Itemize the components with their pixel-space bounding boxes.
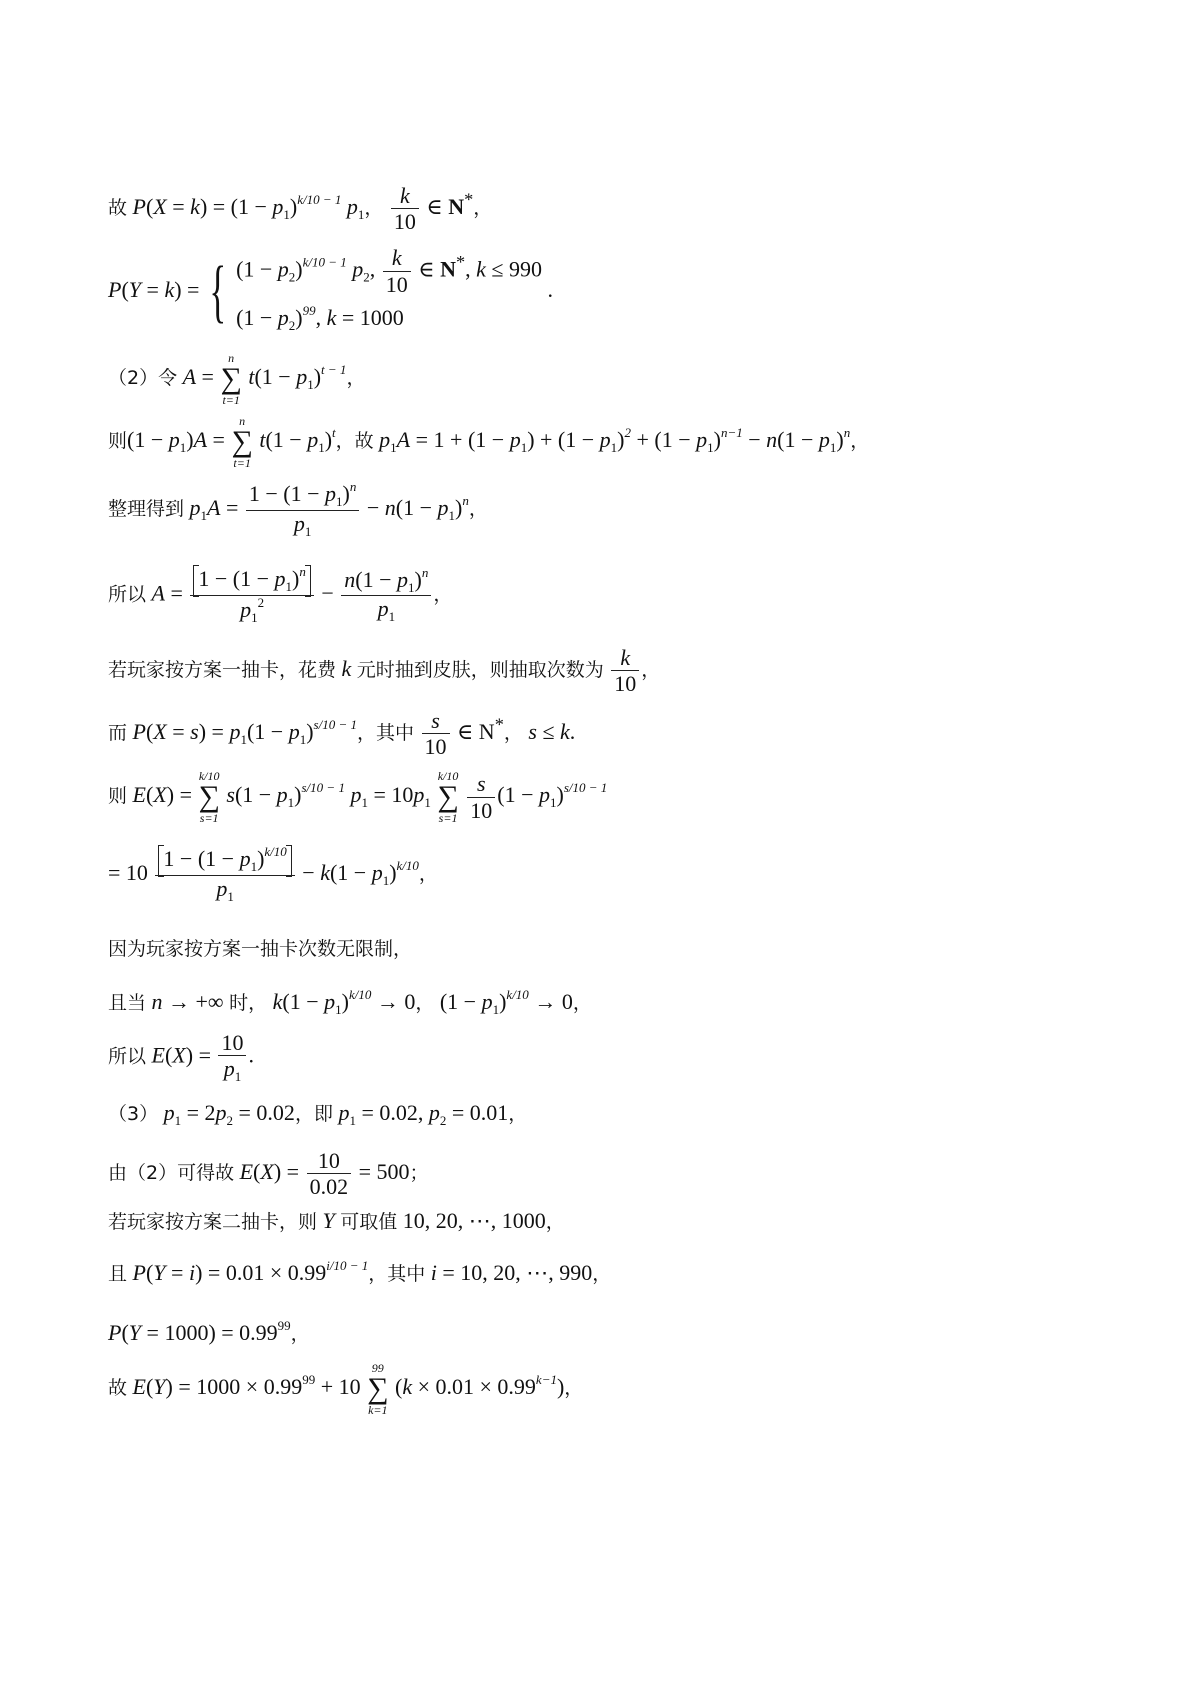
line-18: $P(Y = 1000) = 0.99^{99}$， xyxy=(108,1318,310,1345)
line-6: 所以 A = $\frac{1 - (1 - p_1)^n}{p_1^2}$ − $\frac{n(1 - p_1)^n}{p_1}$ ， xyxy=(108,564,453,625)
line-14: （3） $p_1 = 2p_2 = 0.02$，即 $p_1 = 0.02$, $p_2 = 0.01$， xyxy=(108,1100,528,1128)
line-10: = 10 $\frac{1 - (1 - p_1)^{k/10}}{p_1}$ − $k(1 - p_1)^{k/10}$， xyxy=(108,844,438,904)
line-2: P(Y = k) = { $(1 - p_2)^{k/10 - 1}$ $p_2$, $\frac{k}{10}$ ∈ N*, k ≤ 990 $(1 - p_2)^{99}$, k = 1000 . xyxy=(108,245,553,334)
line-16: 若玩家按方案二抽卡，则 Y 可取值 10, 20, ⋯, 1000， xyxy=(108,1208,565,1233)
line-4: 则$(1 - p_1)A$ = n ∑ t=1 $t(1 - p_1)^t$，故 $p_1A = 1 + (1 - p_1) + (1 - p_1)^2 + (1 - p_1)^{n-1} - n(1 - p_1)^n$， xyxy=(108,414,870,470)
line-7: 若玩家按方案一抽卡，花费 k 元时抽到皮肤，则抽取次数为 $\frac{k}{10}$ ， xyxy=(108,645,661,697)
line-12: 且当 n → +∞ 时， $k(1 - p_1)^{k/10} \to 0$， $(1 - p_1)^{k/10} \to 0$， xyxy=(108,987,592,1017)
line-8: 而 $P(X = s) = p_1(1 - p_1)^{s/10 - 1}$，其中 $\frac{s}{10}$ ∈ N*， s ≤ k. xyxy=(108,708,576,760)
line-17: 且 $P(Y = i) = 0.01 \times 0.99^{i/10 - 1}$，其中 i = 10, 20, ⋯, 990， xyxy=(108,1258,612,1285)
line-9: 则 E(X) = k/10 ∑ s=1 $s(1 - p_1)^{s/10 - 1}$ $p_1 = 10p_1$ k/10 ∑ s=1 $\frac{s}{10}$ $(1 - p_1)^{s/10 - 1}$ xyxy=(108,769,608,825)
line-13: 所以 E(X) = $\frac{10}{p_1}$ . xyxy=(108,1030,254,1085)
line-15: 由（2）可得故 E(X) = $\frac{10}{0.02}$ = 500； xyxy=(108,1148,429,1200)
line-5: 整理得到 $p_1A$ = $\frac{1 - (1 - p_1)^n}{p_1}$ − $n(1 - p_1)^n$， xyxy=(108,479,488,539)
line-1: 故 $P(X = k) = (1 - p_1)^{k/10 - 1}$ $p_1$， $\frac{k}{10}$ ∈ N*， xyxy=(108,183,493,235)
line-19: 故 $E(Y) = 1000 \times 0.99^{99} + 10$ 99 ∑ k=1 $(k \times 0.01 \times 0.99^{k-1})$， xyxy=(108,1361,584,1417)
line-11: 因为玩家按方案一抽卡次数无限制， xyxy=(108,938,413,960)
line-3: （2）令 A = n ∑ t=1 $t(1 - p_1)^{t - 1}$， xyxy=(108,351,366,407)
